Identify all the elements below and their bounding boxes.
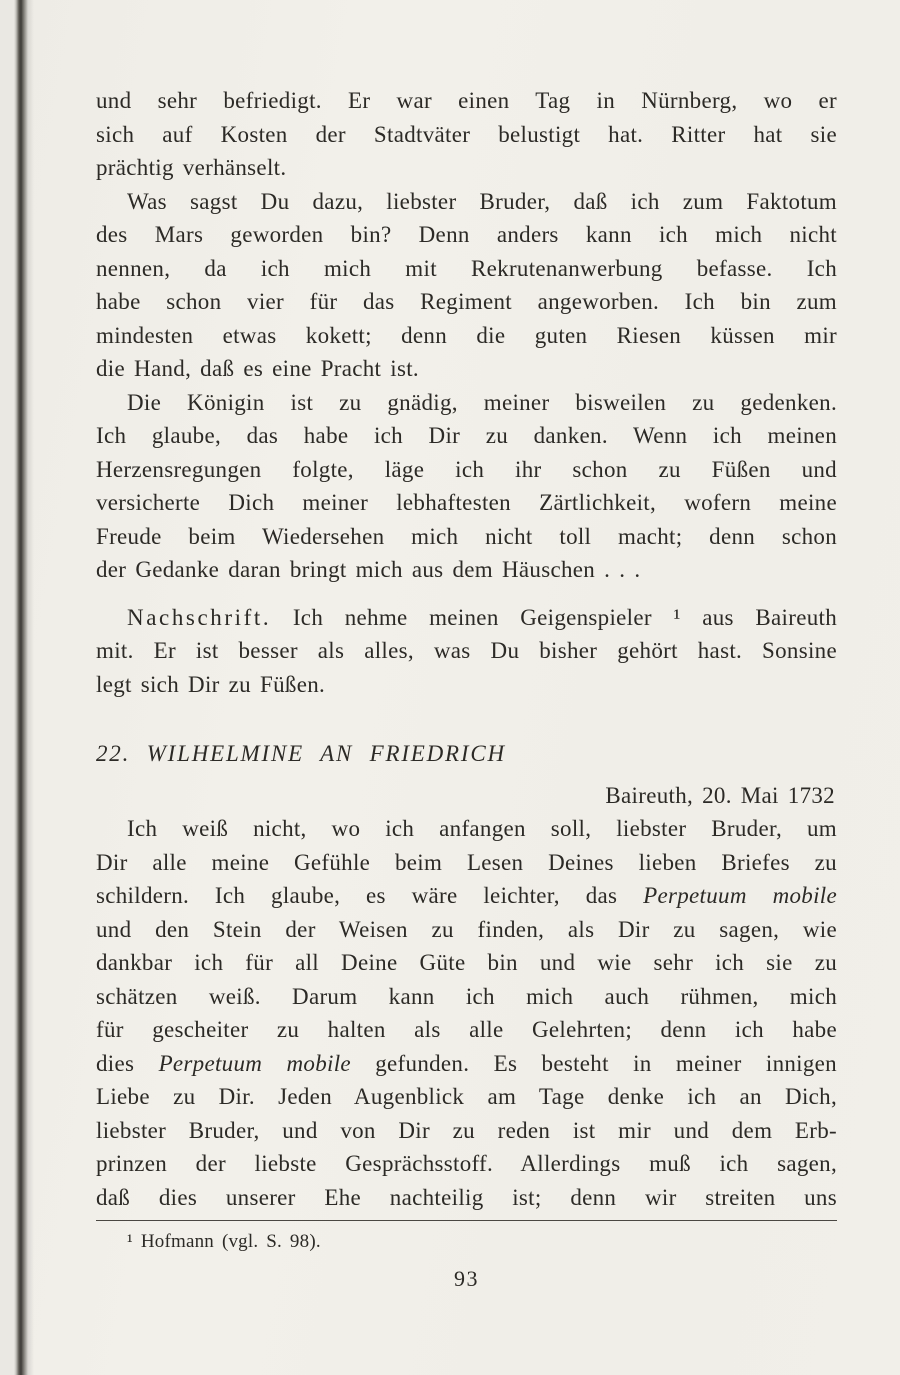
- paragraph: [96, 601, 837, 702]
- footnote-rule: [96, 1220, 837, 1221]
- text-line: der Gedanke daran bringt mich aus dem Häuschen . . .: [96, 557, 641, 582]
- text-line: versicherte Dich meiner lebhaftesten Zärtlichkeit, wofern meine: [96, 490, 837, 515]
- text-line: mindesten etwas kokett; denn die guten Riesen küssen mir: [96, 322, 837, 348]
- text-line: prächtig verhänselt.: [96, 155, 287, 180]
- text-line: Die Königin ist zu gnädig, meiner bisweilen zu gedenken.: [127, 389, 837, 415]
- text-line: und sehr befriedigt. Er war einen Tag in Nürnberg, wo er: [96, 88, 837, 113]
- dateline: Baireuth, 20. Mai 1732: [605, 782, 835, 808]
- section-heading: 22. WILHELMINE AN FRIEDRICH: [96, 741, 506, 766]
- text-line: legt sich Dir zu Füßen.: [96, 671, 326, 697]
- paragraph: [96, 84, 837, 185]
- text-line: Ich glaube, das habe ich Dir zu danken. Wenn ich meinen: [96, 423, 837, 448]
- text-line: Freude beim Wiedersehen mich nicht toll macht; denn schon: [96, 523, 837, 549]
- text-block: [96, 84, 837, 1254]
- text-line: nennen, da ich mich mit Rekrutenanwerbung befasse. Ich: [96, 255, 837, 281]
- text-line: mit. Er ist besser als alles, was Du bisher gehört hast. Sonsine: [96, 638, 837, 663]
- text-line: schätzen weiß. Darum kann ich mich auch rühmen, mich: [96, 983, 837, 1009]
- text-line: dankbar ich für all Deine Güte bin und wie sehr ich sie zu: [96, 950, 837, 975]
- page-binding-shadow: [0, 0, 34, 1375]
- paragraph: [96, 386, 837, 587]
- paragraph: [96, 185, 837, 386]
- paragraphs-container: [96, 84, 837, 1214]
- text-line: habe schon vier für das Regiment angeworben. Ich bin zum: [96, 289, 837, 314]
- text-line: Liebe zu Dir. Jeden Augenblick am Tage denke ich an Dich,: [96, 1084, 837, 1109]
- text-line: daß dies unserer Ehe nachteilig ist; denn wir streiten uns: [96, 1184, 837, 1210]
- text-line: des Mars geworden bin? Denn anders kann ich mich nicht: [96, 222, 837, 247]
- text-line: dies Perpetuum mobile gefunden. Es besteht in meiner innigen: [96, 1050, 837, 1076]
- text-line: liebster Bruder, und von Dir zu reden ist mir und dem Erb-: [96, 1117, 837, 1143]
- paragraph: [96, 812, 837, 1214]
- text-line: Dir alle meine Gefühle beim Lesen Deines lieben Briefes zu: [96, 849, 837, 875]
- text-line: Herzensregungen folgte, läge ich ihr schon zu Füßen und: [96, 456, 837, 482]
- text-line: sich auf Kosten der Stadtväter belustigt hat. Ritter hat sie: [96, 121, 837, 147]
- text-line: prinzen der liebste Gesprächsstoff. Allerdings muß ich sagen,: [96, 1151, 837, 1176]
- footnote: ¹ Hofmann (vgl. S. 98).: [127, 1231, 321, 1252]
- text-line: schildern. Ich glaube, es wäre leichter, das Perpetuum mobile: [96, 883, 837, 908]
- text-line: und den Stein der Weisen zu finden, als Dir zu sagen, wie: [96, 916, 837, 942]
- page-number: 93: [454, 1266, 479, 1291]
- text-line: Ich weiß nicht, wo ich anfangen soll, liebster Bruder, um: [127, 816, 837, 841]
- text-line: für gescheiter zu halten als alle Gelehrten; denn ich habe: [96, 1017, 837, 1042]
- text-line: Nachschrift. Ich nehme meinen Geigenspieler ¹ aus Baireuth: [127, 604, 837, 630]
- text-line: Was sagst Du dazu, liebster Bruder, daß ich zum Faktotum: [127, 188, 837, 214]
- text-line: die Hand, daß es eine Pracht ist.: [96, 356, 419, 381]
